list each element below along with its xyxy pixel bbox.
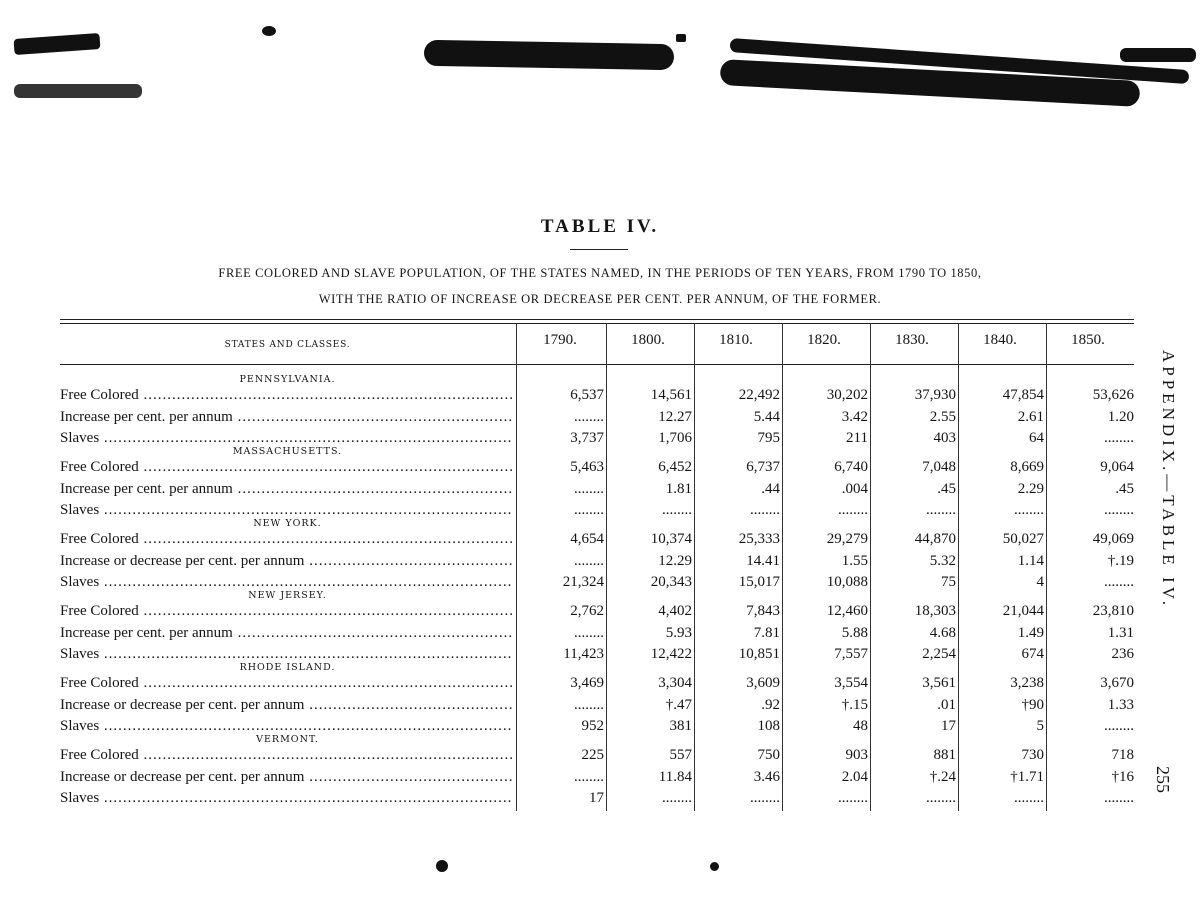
table-cell: 674	[1021, 646, 1044, 662]
row-label: Free Colored .....	[60, 602, 512, 620]
table-cell: 29,279	[826, 531, 868, 547]
year-header: 1850.	[1071, 332, 1105, 348]
table-cell: 1.33	[1107, 696, 1134, 713]
state-heading: PENNSYLVANIA.	[239, 374, 336, 385]
table-cell: ........	[1014, 502, 1044, 518]
table-cell: 718	[1111, 747, 1134, 763]
table-cell: 3,609	[746, 675, 780, 691]
row-label: Slaves .....	[60, 573, 512, 591]
table-cell: 225	[581, 747, 604, 763]
scan-smudge	[676, 34, 686, 42]
table-cell: 12,422	[650, 646, 692, 662]
table-cell: ........	[1104, 790, 1134, 806]
table-cell: 14.41	[746, 552, 780, 569]
scan-smudge	[436, 860, 448, 872]
table-cell: 3.42	[841, 408, 868, 425]
table-cell: .004	[841, 480, 868, 497]
table-cell: 2.61	[1017, 408, 1044, 425]
table-cell: 14,561	[650, 387, 692, 403]
row-label: Free Colored .....	[60, 458, 512, 476]
table-cell: 75	[941, 574, 956, 590]
table-cell: 6,452	[658, 459, 692, 475]
row-label: Increase per cent. per annum .....	[60, 624, 512, 642]
row-label: Increase per cent. per annum .....	[60, 480, 512, 498]
table-cell: ........	[574, 696, 604, 713]
table-cell: †.19	[1107, 552, 1134, 569]
table-cell: 23,810	[1092, 603, 1134, 619]
table-cell: 3,737	[570, 430, 604, 446]
page-number: 255	[1153, 766, 1173, 793]
table-cell: 12.27	[658, 408, 692, 425]
table-cell: 6,740	[834, 459, 868, 475]
scan-smudge	[14, 84, 142, 98]
table-cell: 48	[853, 718, 868, 734]
table-cell: 3,561	[922, 675, 956, 691]
table-cell: 403	[933, 430, 956, 446]
row-label: Free Colored .....	[60, 530, 512, 548]
table-cell: ........	[574, 624, 604, 641]
table-cell: 236	[1111, 646, 1134, 662]
table-cell: †16	[1111, 768, 1134, 785]
table-cell: 952	[581, 718, 604, 734]
table-cell: 1.31	[1107, 624, 1134, 641]
table-cell: 30,202	[826, 387, 868, 403]
table-cell: 4	[1036, 574, 1044, 590]
row-label: Increase per cent. per annum .....	[60, 408, 512, 426]
header-bottom-rule	[60, 364, 1134, 365]
table-cell: ........	[838, 502, 868, 518]
table-cell: ........	[574, 502, 604, 518]
table-cell: ........	[750, 502, 780, 518]
table-cell: 9,064	[1100, 459, 1134, 475]
table-cell: .92	[761, 696, 780, 713]
table-cell: 3,238	[1010, 675, 1044, 691]
table-cell: 3,469	[570, 675, 604, 691]
table-cell: 795	[757, 430, 780, 446]
table-cell: 11.84	[658, 768, 692, 785]
year-header: 1840.	[983, 332, 1017, 348]
table-cell: 5.93	[665, 624, 692, 641]
table-cell: 1.14	[1017, 552, 1044, 569]
table-cell: 22,492	[738, 387, 780, 403]
table-cell: ........	[662, 790, 692, 806]
title-rule	[570, 249, 628, 250]
state-heading: RHODE ISLAND.	[239, 662, 336, 673]
table-cell: 17	[941, 718, 956, 734]
table-cell: 2.29	[1017, 480, 1044, 497]
state-heading: NEW JERSEY.	[248, 590, 327, 601]
table-subtitle-line-1: FREE COLORED AND SLAVE POPULATION, OF THE STATES NAMED, IN THE PERIODS OF TEN YEARS, FROM 1790 TO 1850,	[218, 266, 982, 280]
table-cell: 881	[933, 747, 956, 763]
table-cell: 21,044	[1002, 603, 1044, 619]
table-cell: ........	[750, 790, 780, 806]
table-top-rule	[60, 319, 1134, 320]
table-cell: ........	[1104, 574, 1134, 590]
table-cell: 6,537	[570, 387, 604, 403]
table-cell: †.15	[841, 696, 868, 713]
row-label: Increase or decrease per cent. per annum .....	[60, 768, 512, 786]
row-label: Slaves .....	[60, 429, 512, 447]
table-cell: 3,304	[658, 675, 692, 691]
row-label: Increase or decrease per cent. per annum .....	[60, 696, 512, 714]
table-cell: ........	[1104, 430, 1134, 446]
table-cell: 3,670	[1100, 675, 1134, 691]
scan-smudge	[1120, 48, 1196, 62]
table-title: TABLE IV.	[540, 216, 660, 237]
row-label: Free Colored .....	[60, 386, 512, 404]
table-cell: 53,626	[1092, 387, 1134, 403]
year-header: 1820.	[807, 332, 841, 348]
table-cell: ........	[574, 768, 604, 785]
table-cell: 12,460	[826, 603, 868, 619]
table-cell: 10,088	[826, 574, 868, 590]
table-cell: 1.55	[841, 552, 868, 569]
table-cell: 7.81	[753, 624, 780, 641]
row-label: Slaves .....	[60, 717, 512, 735]
table-cell: ........	[574, 480, 604, 497]
table-cell: .45	[1115, 480, 1134, 497]
row-label: Free Colored .....	[60, 674, 512, 692]
table-cell: 47,854	[1002, 387, 1044, 403]
row-label: Slaves .....	[60, 501, 512, 519]
year-header: 1790.	[543, 332, 577, 348]
table-cell: 750	[757, 747, 780, 763]
table-cell: 5,463	[570, 459, 604, 475]
table-cell: 1.49	[1017, 624, 1044, 641]
table-cell: †90	[1021, 696, 1044, 713]
table-cell: ........	[1104, 718, 1134, 734]
table-cell: ........	[574, 408, 604, 425]
scan-smudge	[424, 40, 674, 70]
row-label: Free Colored .....	[60, 746, 512, 764]
table-cell: 4.68	[929, 624, 956, 641]
table-cell: 10,374	[650, 531, 692, 547]
table-cell: †1.71	[1010, 768, 1044, 785]
table-cell: 18,303	[914, 603, 956, 619]
table-cell: 903	[845, 747, 868, 763]
table-cell: 3.46	[753, 768, 780, 785]
table-cell: ........	[662, 502, 692, 518]
table-cell: 1.81	[665, 480, 692, 497]
table-cell: 5	[1036, 718, 1044, 734]
year-header: 1830.	[895, 332, 929, 348]
states-and-classes-header: STATES AND CLASSES.	[224, 340, 351, 350]
state-heading: MASSACHUSETTS.	[232, 446, 343, 457]
table-cell: †.47	[665, 696, 692, 713]
table-cell: 7,048	[922, 459, 956, 475]
table-cell: 10,851	[738, 646, 780, 662]
table-cell: 21,324	[562, 574, 604, 590]
row-label: Slaves .....	[60, 789, 512, 807]
year-header: 1810.	[719, 332, 753, 348]
state-heading: VERMONT.	[256, 734, 319, 745]
table-cell: ........	[1014, 790, 1044, 806]
year-header: 1800.	[631, 332, 665, 348]
table-cell: 4,402	[658, 603, 692, 619]
table-cell: 7,843	[746, 603, 780, 619]
table-cell: ........	[838, 790, 868, 806]
table-cell: 730	[1021, 747, 1044, 763]
table-cell: ........	[1104, 502, 1134, 518]
table-cell: 1,706	[658, 430, 692, 446]
table-cell: 5.44	[753, 408, 780, 425]
table-cell: †.24	[929, 768, 956, 785]
running-head: APPENDIX.—TABLE IV.	[1159, 350, 1178, 609]
table-cell: 2.04	[841, 768, 868, 785]
column-separator	[1046, 323, 1047, 811]
table-cell: 6,737	[746, 459, 780, 475]
scan-smudge	[710, 862, 719, 871]
table-cell: 64	[1029, 430, 1044, 446]
row-label: Increase or decrease per cent. per annum .....	[60, 552, 512, 570]
scan-smudge	[262, 26, 276, 36]
table-cell: 2.55	[929, 408, 956, 425]
table-cell: 49,069	[1092, 531, 1134, 547]
table-cell: 44,870	[914, 531, 956, 547]
table-cell: 7,557	[834, 646, 868, 662]
table-cell: 2,762	[570, 603, 604, 619]
table-cell: 557	[669, 747, 692, 763]
table-cell: ........	[926, 790, 956, 806]
table-cell: 50,027	[1002, 531, 1044, 547]
table-cell: 20,343	[650, 574, 692, 590]
table-cell: 381	[669, 718, 692, 734]
table-cell: 4,654	[570, 531, 604, 547]
table-cell: ........	[926, 502, 956, 518]
table-cell: 17	[589, 790, 604, 806]
table-cell: 1.20	[1107, 408, 1134, 425]
table-cell: 15,017	[738, 574, 780, 590]
table-subtitle-line-2: WITH THE RATIO OF INCREASE OR DECREASE PER CENT. PER ANNUM, OF THE FORMER.	[318, 292, 882, 306]
table-cell: 211	[846, 430, 868, 446]
table-cell: 37,930	[914, 387, 956, 403]
table-cell: 5.32	[929, 552, 956, 569]
table-cell: ........	[574, 552, 604, 569]
table-cell: .44	[761, 480, 780, 497]
table-cell: 108	[757, 718, 780, 734]
table-cell: 3,554	[834, 675, 868, 691]
table-top-rule	[60, 323, 1134, 324]
state-heading: NEW YORK.	[253, 518, 322, 529]
row-label: Slaves .....	[60, 645, 512, 663]
table-cell: 11,423	[563, 646, 604, 662]
table-cell: 5.88	[841, 624, 868, 641]
table-cell: 12.29	[658, 552, 692, 569]
table-cell: 25,333	[738, 531, 780, 547]
scan-smudge	[14, 33, 101, 55]
table-cell: .45	[937, 480, 956, 497]
table-cell: 2,254	[922, 646, 956, 662]
table-cell: .01	[937, 696, 956, 713]
table-cell: 8,669	[1010, 459, 1044, 475]
column-separator	[516, 323, 517, 811]
